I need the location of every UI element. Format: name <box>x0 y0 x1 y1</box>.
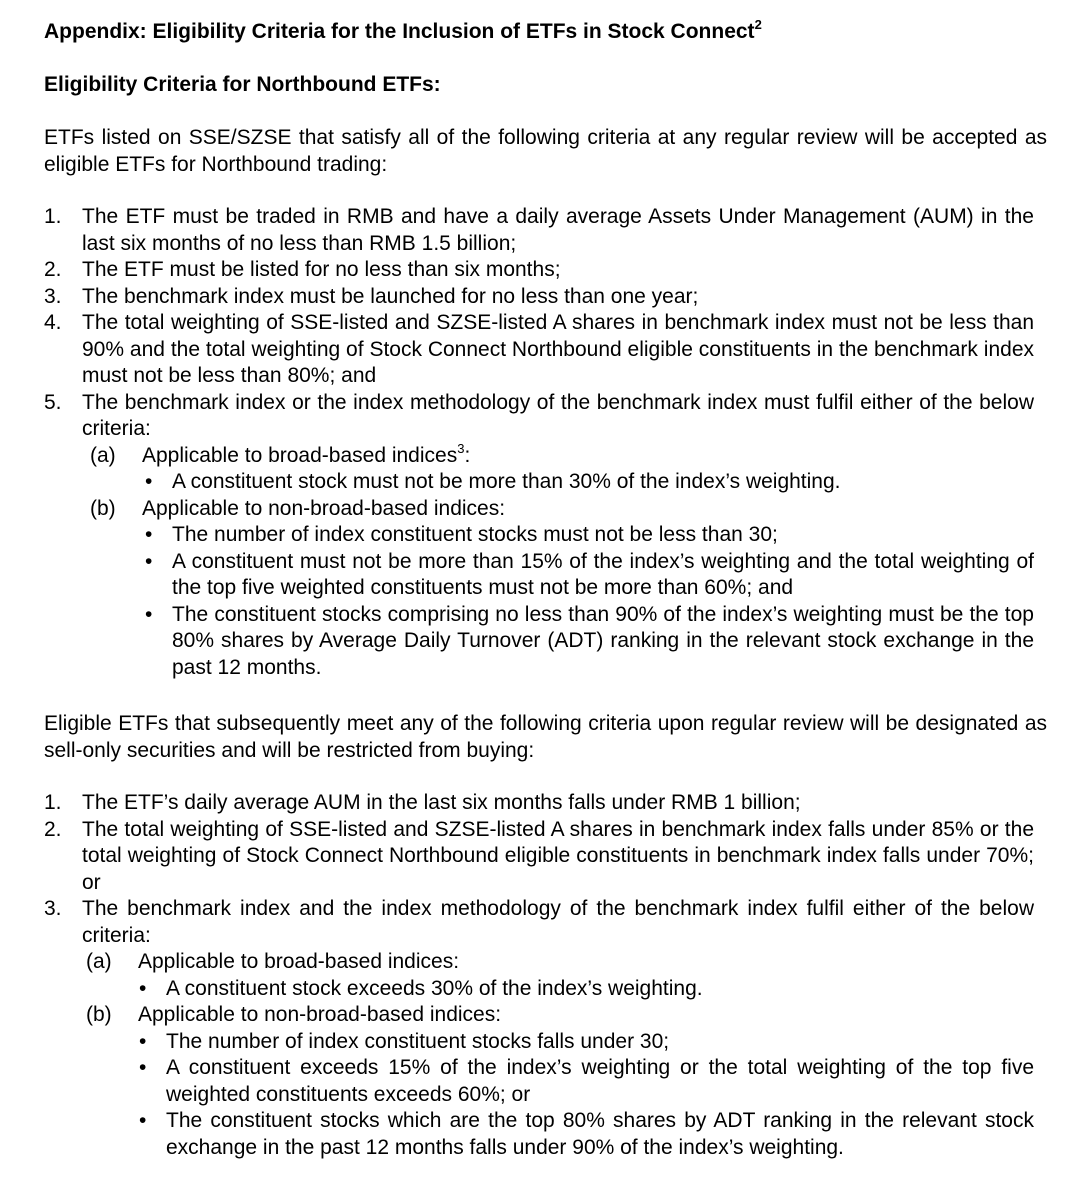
bullet-icon: • <box>145 549 153 573</box>
sub-item-text: Applicable to broad-based indices: <box>138 950 460 973</box>
bullet-list <box>142 469 1034 496</box>
list-number: 5. <box>44 390 62 414</box>
list-item <box>44 257 1034 284</box>
sub-item-text-main: Applicable to broad-based indices <box>142 443 458 467</box>
bullet-text: A constituent stock must not be more than 30% of the index’s weighting. <box>172 470 841 493</box>
page-title-text: Appendix: Eligibility Criteria for the Inclusion of ETFs in Stock Connect <box>44 20 755 43</box>
bullet-icon: • <box>139 1029 147 1053</box>
list-number: 2. <box>44 817 62 841</box>
bullet-icon: • <box>139 1056 147 1079</box>
list-item <box>44 310 1034 390</box>
bullet-text: The number of index constituent stocks falls under 30; <box>166 1029 670 1053</box>
list-item-text: The benchmark index and the index methodology of the benchmark index fulfil either of the below criteria: <box>82 897 1034 947</box>
sub-item-a <box>86 949 1034 1002</box>
list-item-text: The ETF must be traded in RMB and have a daily average Assets Under Management (AUM) in the last six months of no less than RMB 1.5 billion; <box>82 205 1034 255</box>
sub-item-text-suffix: : <box>464 443 471 467</box>
bullet-item <box>136 976 1034 1003</box>
bullet-icon: • <box>139 976 147 1000</box>
list-item-text: The benchmark index or the index methodology of the benchmark index must fulfil either of the below criteria: <box>82 390 1034 440</box>
list-item <box>44 390 1034 682</box>
inclusion-criteria-list <box>44 204 1034 681</box>
bullet-text: The constituent stocks comprising no less than 90% of the index’s weighting must be the top 80% shares by Average Daily Turnover (ADT) ranking in the relevant stock exchange in the past 12 months. <box>172 602 1034 679</box>
bullet-item <box>136 1055 1034 1108</box>
bullet-item <box>142 549 1034 602</box>
sub-item-text <box>142 440 1034 470</box>
bullet-list <box>136 976 1034 1003</box>
bullet-text: The number of index constituent stocks must not be less than 30; <box>172 523 778 546</box>
sellonly-criteria-list <box>44 790 1034 1161</box>
sub-item-letter: (a) <box>86 950 112 973</box>
page-title <box>44 19 762 45</box>
bullet-icon: • <box>145 523 153 546</box>
sub-item-letter: (b) <box>86 1003 112 1026</box>
bullet-item <box>136 1029 1034 1056</box>
bullet-text: A constituent stock exceeds 30% of the index’s weighting. <box>166 976 703 1000</box>
bullet-icon: • <box>145 602 153 626</box>
list-item-text: The benchmark index must be launched for no less than one year; <box>82 284 699 308</box>
list-item <box>44 817 1034 897</box>
sub-item-letter: (a) <box>90 443 116 467</box>
bullet-item <box>142 469 1034 496</box>
list-number: 2. <box>44 258 62 281</box>
list-item-text: The total weighting of SSE-listed and SZSE-listed A shares in benchmark index must not be less than 90% and the total weighting of Stock Connect Northbound eligible constituents in the benchmark index must not be less than 80%; and <box>82 311 1034 387</box>
list-number: 1. <box>44 791 62 814</box>
sub-item-a <box>90 440 1034 496</box>
footnote-marker: 3 <box>457 440 465 456</box>
list-item-text: The total weighting of SSE-listed and SZSE-listed A shares in benchmark index falls under 85% or the total weighting of Stock Connect Northbound eligible constituents in benchmark index falls under 70%; or <box>82 817 1034 894</box>
bullet-text: The constituent stocks which are the top 80% shares by ADT ranking in the relevant stock exchange in the past 12 months falls under 90% of the index’s weighting. <box>166 1109 1034 1159</box>
list-item <box>44 204 1034 257</box>
intro-paragraph: ETFs listed on SSE/SZSE that satisfy all of the following criteria at any regular review will be accepted as eligible ETFs for Northbound trading: <box>44 126 1047 176</box>
bullet-text: A constituent exceeds 15% of the index’s weighting or the total weighting of the top five weighted constituents exceeds 60%; or <box>166 1056 1034 1106</box>
bullet-item <box>142 522 1034 549</box>
bullet-list <box>136 1029 1034 1162</box>
list-item <box>44 790 1034 817</box>
sub-item-letter: (b) <box>90 496 116 520</box>
list-number: 3. <box>44 897 62 920</box>
bullet-list <box>142 522 1034 681</box>
bullet-item <box>142 602 1034 682</box>
bullet-icon: • <box>145 470 153 493</box>
bullet-item <box>136 1108 1034 1161</box>
sub-item-b <box>90 496 1034 682</box>
section-heading: Eligibility Criteria for Northbound ETFs: <box>44 73 441 96</box>
list-item-text: The ETF’s daily average AUM in the last six months falls under RMB 1 billion; <box>82 791 801 814</box>
list-item <box>44 284 1034 311</box>
list-item <box>44 896 1034 1161</box>
sub-item-text: Applicable to non-broad-based indices: <box>138 1003 502 1026</box>
sub-item-text: Applicable to non-broad-based indices: <box>142 496 506 520</box>
list-number: 3. <box>44 284 62 308</box>
sub-item-b <box>86 1002 1034 1161</box>
bullet-text: A constituent must not be more than 15% of the index’s weighting and the total weighting of the top five weighted constituents must not be more than 60%; and <box>172 549 1034 599</box>
sellonly-paragraph: Eligible ETFs that subsequently meet any of the following criteria upon regular review will be designated as sell-only securities and will be restricted from buying: <box>44 712 1047 762</box>
footnote-marker: 2 <box>754 17 762 32</box>
bullet-icon: • <box>139 1109 147 1132</box>
list-number: 1. <box>44 205 62 228</box>
list-number: 4. <box>44 311 62 334</box>
list-item-text: The ETF must be listed for no less than six months; <box>82 258 561 281</box>
